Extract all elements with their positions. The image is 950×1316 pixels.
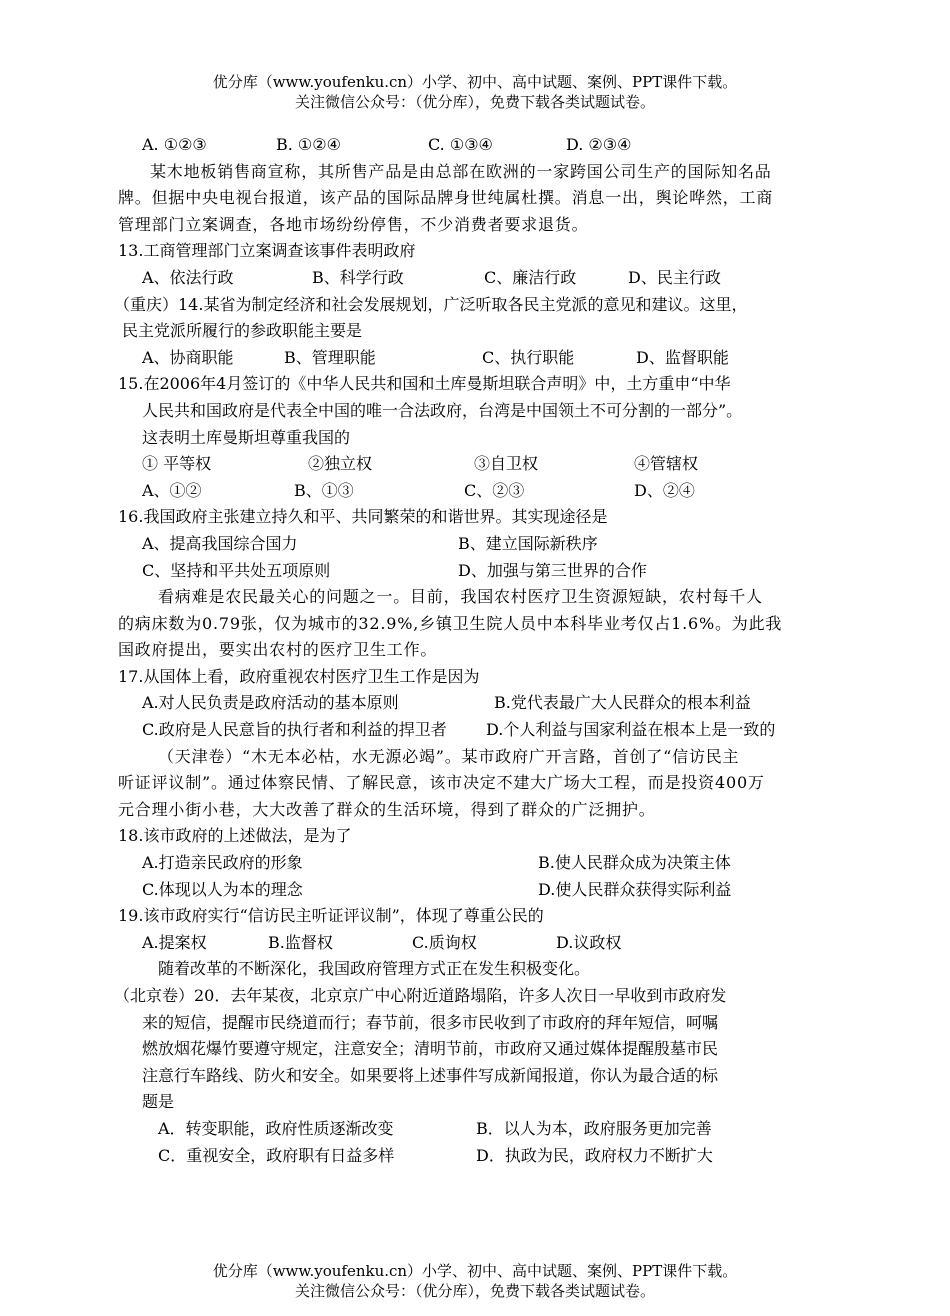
q20-stem-line-1: （北京卷）20．去年某夜，北京京广中心附近道路塌陷，许多人次日一早收到市政府发 [114, 986, 727, 1005]
q13-option-a: A、依法行政 [142, 267, 234, 287]
passage3-line-3: 元合理小街小巷，大大改善了群众的生活环境，得到了群众的广泛拥护。 [118, 799, 656, 819]
q15-option-d: D、②④ [634, 480, 695, 500]
q15-option-b: B、①③ [294, 480, 354, 500]
q19-stem: 19.该市政府实行“信访民主听证评议制”，体现了尊重公民的 [118, 906, 544, 926]
q16-options-row-1 [118, 531, 838, 558]
q12-option-d: D. ②③④ [566, 135, 632, 154]
q14-option-c: C、执行职能 [482, 347, 575, 367]
q15-item-4: ④管辖权 [634, 454, 699, 474]
q20-options-row-2 [118, 1143, 838, 1170]
q18-stem: 18.该市政府的上述做法，是为了 [118, 826, 352, 846]
footer-line-2: 关注微信公众号：（优分库），免费下载各类试题试卷。 [294, 1282, 655, 1300]
passage3-line-1: （天津卷）“木无本必枯，水无源必竭”。某市政府广开言路，首创了“信访民主 [158, 746, 740, 766]
passage1-line-1: 某木地板销售商宣称，其所售产品是由总部在欧洲的一家跨国公司生产的国际知名品 [150, 161, 772, 181]
header-line-2: 关注微信公众号：（优分库），免费下载各类试题试卷。 [294, 93, 655, 111]
q13-option-c: C、廉洁行政 [484, 267, 577, 287]
q19-option-d: D.议政权 [556, 932, 622, 952]
passage2-line-2: 的病床数为0.79张，仅为城市的32.9%,乡镇卫生院人员中本科毕业考仅占1.6%。为此我 [118, 613, 783, 633]
q12-option-c: C. ①③④ [428, 135, 493, 154]
passage4: 随着改革的不断深化，我国政府管理方式正在发生积极变化。 [158, 959, 591, 979]
q17-option-b: B.党代表最广大人民群众的根本利益 [494, 693, 751, 713]
passage2-line-3: 国政府提出，要实出农村的医疗卫生工作。 [118, 640, 438, 660]
q20-stem-line-4: 注意行车路线、防火和安全。如果要将上述事件写成新闻报道，你认为最合适的标 [142, 1065, 719, 1085]
header-line-1: 优分库（www.youfenku.cn）小学、初中、高中试题、案例、PPT课件下载。 [212, 73, 738, 91]
passage2-line-1: 看病难是农民最关心的问题之一。目前，我国农村医疗卫生资源短缺，农村每千人 [158, 587, 763, 607]
q15-item-1: ① 平等权 [142, 454, 212, 474]
q14-stem-line-2: 民主党派所履行的参政职能主要是 [122, 321, 363, 341]
q20-stem-line-2: 来的短信，提醒市民绕道而行；春节前，很多市民收到了市政府的拜年短信，呵嘱 [142, 1012, 719, 1032]
q19-option-c: C.质询权 [412, 932, 477, 952]
page-footer [0, 1261, 950, 1301]
q15-stem-line-3: 这表明土库曼斯坦尊重我国的 [142, 427, 351, 447]
q13-option-d: D、民主行政 [628, 267, 721, 287]
q17-options-row-1 [118, 690, 838, 717]
q16-option-b: B、建立国际新秩序 [458, 533, 598, 553]
q18-option-b: B.使人民群众成为决策主体 [538, 853, 731, 873]
footer-line-1: 优分库（www.youfenku.cn）小学、初中、高中试题、案例、PPT课件下载。 [212, 1262, 738, 1280]
q16-stem: 16.我国政府主张建立持久和平、共同繁荣的和谐世界。其实现途径是 [118, 507, 608, 527]
q17-option-a: A.对人民负责是政府活动的基本原则 [142, 693, 399, 713]
q19-option-a: A.提案权 [142, 932, 207, 952]
q15-option-a: A、①② [142, 480, 202, 500]
q20-option-a: A．转变职能，政府性质逐渐改变 [158, 1118, 394, 1138]
q18-option-d: D.使人民群众获得实际利益 [538, 879, 732, 899]
q14-stem-line-1: （重庆）14.某省为制定经济和社会发展规划，广泛听取各民主党派的意见和建议。这里， [114, 294, 748, 314]
q16-option-a: A、提高我国综合国力 [142, 533, 298, 553]
passage1-line-2: 牌。但据中央电视台报道，该产品的国际品牌身世纯属杜撰。消息一出，舆论哗然，工商 [118, 188, 774, 208]
q13-option-b: B、科学行政 [312, 267, 404, 287]
q19-options [118, 930, 838, 957]
q15-options [118, 478, 838, 505]
q20-option-b: B．以人为本，政府服务更加完善 [476, 1118, 712, 1138]
passage1-line-3: 管理部门立案调查，各地市场纷纷停售，不少消费者要求退货。 [118, 214, 589, 234]
q16-option-d: D、加强与第三世界的合作 [458, 560, 647, 580]
q12-option-a: A. ①②③ [142, 135, 207, 154]
q17-stem: 17.从国体上看，政府重视农村医疗卫生工作是因为 [118, 666, 480, 686]
q12-options [118, 132, 838, 159]
page-header [0, 72, 950, 112]
q20-option-c: C．重视安全，政府职有日益多样 [158, 1145, 395, 1165]
q19-option-b: B.监督权 [268, 932, 333, 952]
q20-options-row-1 [118, 1116, 838, 1143]
q16-options-row-2 [118, 558, 838, 585]
passage3-line-2: 听证评议制”。通过体察民情、了解民意，该市决定不建大广场大工程，而是投资400万 [118, 773, 765, 793]
q13-options [118, 265, 838, 292]
q12-option-b: B. ①②④ [276, 135, 341, 154]
q15-stem-line-1: 15.在2006年4月签订的《中华人民共和国和土库曼斯坦联合声明》中，土方重申“中华 [118, 374, 731, 394]
q13-stem: 13.工商管理部门立案调查该事件表明政府 [118, 241, 416, 261]
q15-option-c: C、②③ [464, 480, 525, 500]
q20-stem-line-5: 题是 [142, 1092, 175, 1112]
q16-option-c: C、坚持和平共处五项原则 [142, 560, 331, 580]
q14-options [118, 345, 838, 372]
q15-item-2: ②独立权 [308, 454, 373, 474]
q18-option-a: A.打造亲民政府的形象 [142, 853, 303, 873]
q20-stem-line-3: 燃放烟花爆竹要遵守规定，注意安全；清明节前，市政府又通过媒体提醒殷墓市民 [142, 1039, 719, 1059]
exam-content [114, 132, 838, 1169]
q14-option-b: B、管理职能 [284, 347, 376, 367]
q17-option-c: C.政府是人民意旨的执行者和利益的捍卫者 [142, 720, 447, 740]
q14-option-a: A、协商职能 [142, 347, 234, 367]
q18-option-c: C.体现以人为本的理念 [142, 879, 303, 899]
q18-options-row-2 [118, 877, 838, 904]
q17-options-row-2 [118, 717, 838, 744]
q15-items [118, 451, 838, 478]
q20-option-d: D．执政为民，政府权力不断扩大 [476, 1145, 713, 1165]
q14-option-d: D、监督职能 [636, 347, 729, 367]
q15-stem-line-2: 人民共和国政府是代表全中国的唯一合法政府，台湾是中国领土不可分割的一部分”。 [142, 400, 743, 420]
q17-option-d: D.个人利益与国家利益在根本上是一致的 [486, 720, 776, 740]
q18-options-row-1 [118, 850, 838, 877]
q15-item-3: ③自卫权 [474, 454, 539, 474]
